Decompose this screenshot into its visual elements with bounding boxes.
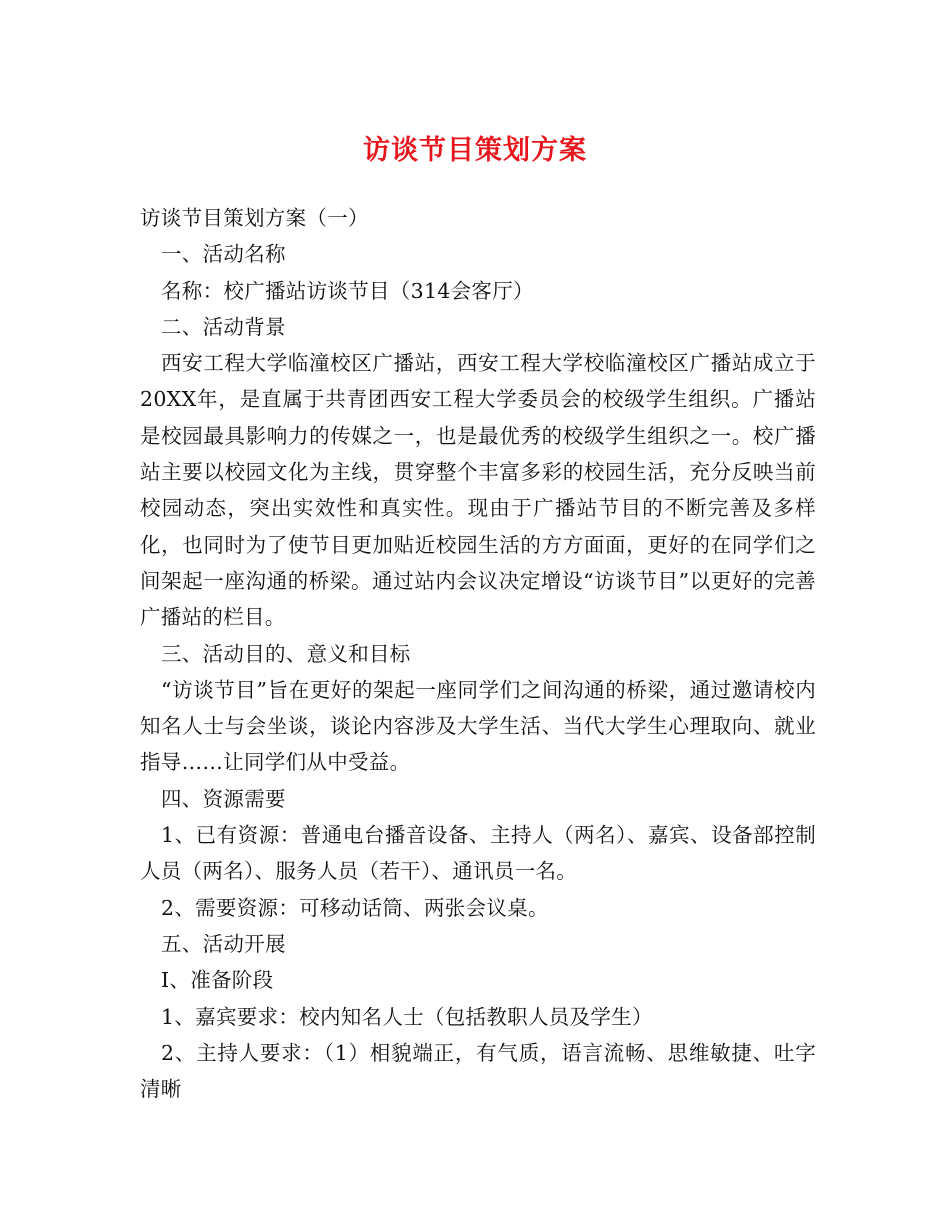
needed-resources-paragraph: 2、需要资源：可移动话筒、两张会议桌。 bbox=[161, 895, 549, 920]
purpose-paragraph: “访谈节目”旨在更好的架起一座同学们之间沟通的桥梁，通过邀请校内知名人士与会坐谈，谈论内容涉及大学生活、当代大学生心理取向、就业指导……让同学们从中受益。 bbox=[140, 677, 816, 775]
section-heading-activity-name: 一、活动名称 bbox=[161, 242, 286, 267]
guest-requirements-paragraph: 1、嘉宾要求：校内知名人士（包括教职人员及学生） bbox=[161, 1004, 653, 1029]
document-body bbox=[140, 200, 816, 1107]
background-paragraph: 西安工程大学临潼校区广播站，西安工程大学校临潼校区广播站成立于20XX年，是直属于共青团西安工程大学委员会的校级学生组织。广播站是校园最具影响力的传媒之一，也是最优秀的校级学生组织之一。校广播站主要以校园文化为主线，贯穿整个丰富多彩的校园生活，充分反映当前校园动态，突出实效性和真实性。现由于广播站节目的不断完善及多样化，也同时为了使节目更加贴近校园生活的方方面面，更好的在同学们之间架起一座沟通的桥梁。通过站内会议决定增设“访谈节目”以更好的完善广播站的栏目。 bbox=[140, 351, 816, 630]
activity-name-paragraph: 名称：校广播站访谈节目（314会客厅） bbox=[161, 278, 534, 303]
section-heading-plan: 访谈节目策划方案（一） bbox=[140, 206, 369, 230]
host-requirements-paragraph: 2、主持人要求：（1）相貌端正，有气质，语言流畅、思维敏捷、吐字清晰 bbox=[140, 1040, 816, 1102]
section-heading-purpose: 三、活动目的、意义和目标 bbox=[161, 641, 411, 666]
section-heading-resources: 四、资源需要 bbox=[161, 786, 286, 811]
preparation-stage-heading: Ⅰ、准备阶段 bbox=[161, 968, 274, 993]
section-heading-activity-launch: 五、活动开展 bbox=[161, 931, 286, 956]
section-heading-background: 二、活动背景 bbox=[161, 314, 286, 339]
document-title: 访谈节目策划方案 bbox=[363, 135, 587, 166]
existing-resources-paragraph: 1、已有资源：普通电台播音设备、主持人（两名）、嘉宾、设备部控制人员（两名）、服务人员（若干）、通讯员一名。 bbox=[140, 823, 816, 884]
